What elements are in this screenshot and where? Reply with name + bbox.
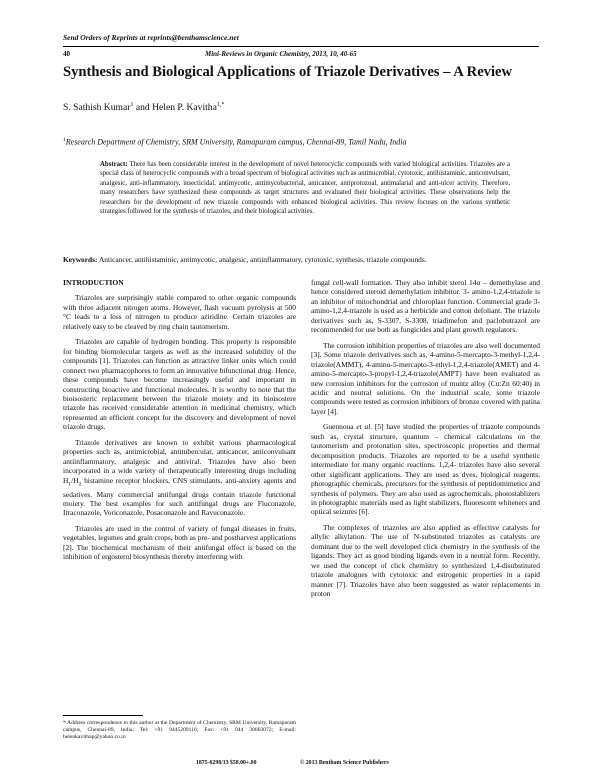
author-separator: and xyxy=(133,102,153,114)
intro-paragraph-3-part-c: histamine receptor blockers, CNS stimulants, anti-anxiety agents and sedatives. Many commercial antifungal drugs contain triazole functional moiety. The best examples for such antifungal drugs are Fluconazole, Itraconazole, Voriconazole, Posaconazole and Ravuconazole. xyxy=(63,475,296,518)
right-paragraph-1: fungal cell-wall formation. They also inhibit sterol 14α – demethylase and hence considered steroid demethylation inhibitor. 3- amino-1,2,4-triazole is an inhibitor of mitochondrial and chloroplast function. Commercial grade 3-amino-1,2,4-triazole is used as a herbicide and cotton defoliant. The triazole derivatives such as, S-3307, S-3308, triadimefon and paclobutrazol are recommended for use both as fungicides and plant growth regulators. xyxy=(311,278,540,335)
left-column xyxy=(63,278,296,568)
right-paragraph-2: The corrosion inhibition properties of triazoles are also well documented [3]. Some triazole derivatives such as, 4-amino-5-mercapto-3-methyl-1,2,4-triazole(AMMT), 4-amino-5-mercapto-3-ethyl-1,2,4-triazole(AMET) and 4-amino-5-mercapto-3-propyl-1,2,4-triazole(AMPT) have been evaluated as new corrosion inhibitors for the corrosion of muntz alloy (Cu:Zn 60:40) in acidic and neutral solutions. On the industrial scale, some triazole compounds were tested as corrosion inhibitors of bronze covered with patina layer [4]. xyxy=(311,340,540,416)
running-title: Mini-Reviews in Organic Chemistry, 2013, 10, 40-65 xyxy=(205,50,357,58)
intro-paragraph-3-part-b: /H xyxy=(71,475,79,485)
right-paragraph-3 xyxy=(311,422,540,517)
issn-price: 1875-6298/13 $58.00+.00 xyxy=(196,760,257,766)
h2-subscript: 2 xyxy=(78,481,82,488)
intro-paragraph-2: Triazoles are capable of hydrogen bonding. This property is responsible for binding biomolecular targets as well as the increased solubility of the compounds [1]. Triazoles can function as attractive linker units which could connect two pharmacophores to form an innovative bifunctional drug. Hence, these compounds have become increasingly useful and important in constructing bioactive and functional molecules. It is worthy to note that the bioisosteric replacement between the triazole moiety and its bioisostere triazole has received considerable attention in medicinal chemistry, which represented an efficient concept for the discovery and development of novel triazole drugs. xyxy=(63,337,296,432)
author-2: Helen P. Kavitha xyxy=(152,102,217,114)
article-title: Synthesis and Biological Applications of Triazole Derivatives – A Review xyxy=(63,64,513,80)
keywords-label: Keywords: xyxy=(63,255,98,264)
intro-paragraph-1: Triazoles are surprisingly stable compared to other organic compounds with three adjacent nitrogen atoms. However, flash vacuum pyrolysis at 500 °C leads to a loss of nitrogen to produce aziridine. Certain triazoles are relatively easy to be cleaved by ring chain tautomerism. xyxy=(63,293,296,331)
reprint-notice: Send Orders of Reprints at reprints@benthamscience.net xyxy=(63,33,239,42)
abstract xyxy=(100,160,510,217)
h1-subscript: 1 xyxy=(68,481,72,488)
page-number: 40 xyxy=(63,50,70,58)
section-heading-introduction: INTRODUCTION xyxy=(63,278,124,287)
keywords xyxy=(63,255,543,265)
footnote-rule xyxy=(63,715,143,716)
cited-author: Guennoua xyxy=(323,422,354,432)
header-rule xyxy=(63,46,539,47)
intro-paragraph-3 xyxy=(63,438,296,518)
abstract-label: Abstract: xyxy=(100,161,128,168)
intro-paragraph-3-part-a: Triazole derivatives are known to exhibit various pharmacological properties such as, antimicrobial, antitubercular, anticancer, anticonvulsant antiinflammatory, analgesic and antiviral. Triazoles have also been incorporated in a wide variety of therapeutically interesting drugs including H xyxy=(63,437,296,485)
affiliation-text: Research Department of Chemistry, SRM University, Ramapuram campus, Chennai-89, Tamil Nadu, India xyxy=(65,137,407,147)
right-paragraph-3-rest: [5] have studied the properties of triazole compounds such as, crystal structure, quantum – chemical calculations on the tautomerism and protonation sites, spectroscopic properties and thermal decomposition products. Triazoles are reported to be a useful synthetic intermediate for many organic reactions. 1,2,4- triazoles have also several other significant applications. They are used as dyes, biological reagents, photographic chemicals, precursors for the synthesis of peptidomimetics and synthesis of polymers. They are also used as agrochemicals, photostablizers in photographic materials used as light stabilizers, fluorescent whiteners and optical seizures [6]. xyxy=(311,422,541,517)
author-2-affil-mark: 1,* xyxy=(216,102,225,108)
intro-paragraph-4: Triazoles are used in the control of variety of fungal diseases in fruits, vegetables, legumes and grain crops, both as pre- and postharvest applications [2]. The biochemical mechanism of their antifungal effect is based on the inhibition of ergosterol biosynthesis thereby interfering with xyxy=(63,523,296,562)
correspondence-footnote: * Address correspondence to this author at the Department of Chemistry, SRM University, Ramapuram campus, Chennai-89, India; Tel: +91 9445209116; Fax: +91 044 30603072; E-mail: helenkavithap@yahoo.co.in xyxy=(63,720,296,741)
keywords-text: Anticancer, antihistaminic, antimycotic, analgesic, antiinflammatory, cytotoxic, synthesis, triazole compounds. xyxy=(98,255,427,264)
author-1-affil-mark: 1 xyxy=(130,102,134,108)
author-list xyxy=(63,102,224,113)
et-al: et al. xyxy=(356,422,373,432)
author-1: S. Sathish Kumar xyxy=(63,102,131,114)
copyright-notice: © 2013 Bentham Science Publishers xyxy=(300,760,389,766)
right-paragraph-4: The complexes of triazoles are also applied as effective catalysts for allylic alkylation. The use of N-substituted triazoles as catalysts are dominant due to the well developed click chemistry in the synthesis of the ligands. They act as good binding ligands even in a neutral form. Recently, we used the concept of click chemistry to synthesized 1,4-disubstituted triazole analogues with cytotoxic and estrogenic properties in a rapid manner [7]. Triazoles have also been suggested as water replacements in proton xyxy=(311,522,540,599)
affiliation xyxy=(63,137,406,147)
abstract-text: There has been considerable interest in the development of novel heterocyclic compounds with varied biological activities. Triazoles are a special class of heterocyclic compounds with a broad spectrum of biological activities such as antimicrobial, cytotoxic, antihistaminic, anticonvulsant, analgesic, anti-inflammatory, insecticidal, antimycotic, antimycobacterial, anticancer, antiprotozoal, antimalarial and anti-ulcer activity. Therefore, many researchers have synthesized these compounds as target structures and evaluated their biological activities. These observations help the researchers for the development of new triazole compounds with enhanced biological activities. This review focuses on the various synthetic strategies followed for the synthesis of triazoles, and their biological activities. xyxy=(100,161,511,216)
affiliation-mark: 1 xyxy=(63,137,66,143)
right-column xyxy=(311,278,540,605)
